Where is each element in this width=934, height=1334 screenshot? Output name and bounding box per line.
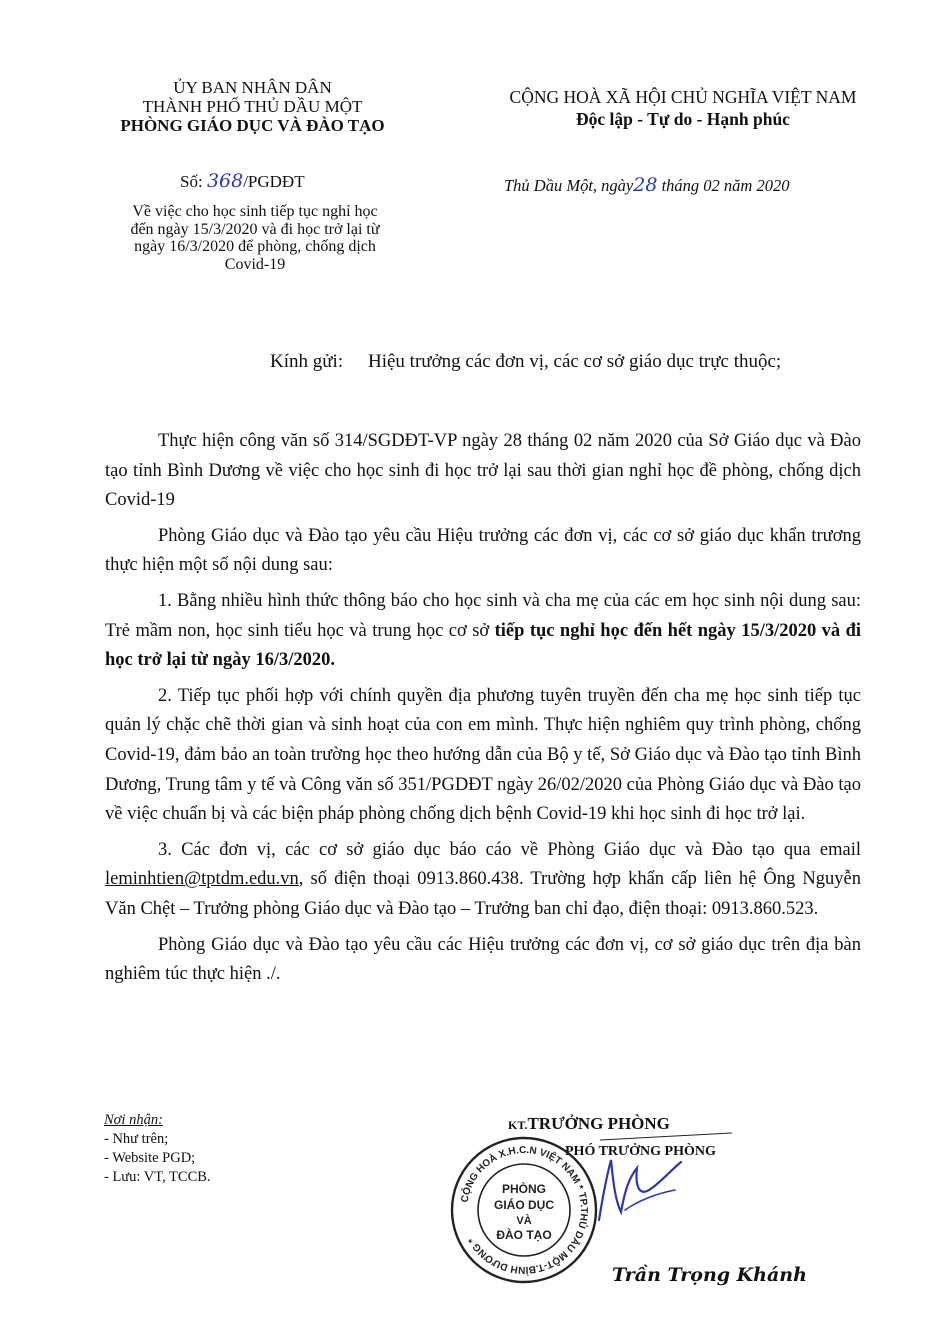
signature-deputy-title: PHÓ TRƯỞNG PHÒNG bbox=[565, 1144, 716, 1159]
paragraph-reference: Thực hiện công văn số 314/SGDĐT-VP ngày 28 tháng 02 năm 2020 của Sở Giáo dục và Đào tạo tỉnh Bình Dương về việc cho học sinh đi học trở lại sau thời gian nghỉ học đề phòng, chống dịch Covid-19 bbox=[105, 431, 861, 511]
recipients-block bbox=[104, 1111, 211, 1187]
recipient-item: - Như trên; bbox=[104, 1131, 169, 1147]
addressee-text: Hiệu trưởng các đơn vị, các cơ sở giáo dục trực thuộc; bbox=[368, 351, 782, 372]
paragraph-closing: Phòng Giáo dục và Đào tạo yêu cầu các Hiệu trưởng các đơn vị, cơ sở giáo dục trên địa bàn nghiêm túc thực hiện ./. bbox=[105, 934, 861, 985]
signature-title-prefix: KT. bbox=[508, 1118, 528, 1132]
date-day-handwritten: 28 bbox=[633, 174, 658, 196]
recipients-title: Nơi nhận: bbox=[104, 1112, 163, 1128]
national-motto: Độc lập - Tự do - Hạnh phúc bbox=[576, 109, 790, 129]
stamp-center-line: VÀ bbox=[516, 1215, 532, 1227]
document-number bbox=[180, 170, 305, 192]
date-prefix: Thủ Dầu Một, ngày bbox=[504, 176, 634, 195]
item-1 bbox=[105, 587, 861, 676]
signature-title bbox=[508, 1114, 670, 1134]
stamp-center-line: GIÁO DỤC bbox=[494, 1198, 554, 1212]
stamp-ring-text-path: CỘNG HOÀ X.H.C.N VIỆT NAM * TP.THỦ DẦU MỘT-T.BÌNH DƯƠNG * bbox=[459, 1144, 590, 1276]
national-header bbox=[468, 86, 898, 130]
agency-line-3: PHÒNG GIÁO DỤC VÀ ĐÀO TẠO bbox=[120, 116, 385, 135]
subject-line: ngày 16/3/2020 để phòng, chống dịch bbox=[134, 238, 376, 255]
stamp-center-line: PHÒNG bbox=[501, 1182, 547, 1196]
date-suffix: tháng 02 năm 2020 bbox=[661, 176, 790, 195]
doc-number-prefix: Số: bbox=[180, 172, 203, 191]
agency-line-2: THÀNH PHỐ THỦ DẦU MỘT bbox=[142, 97, 363, 116]
document-date bbox=[504, 174, 789, 196]
subject-line: Về việc cho học sinh tiếp tục nghỉ học bbox=[132, 203, 378, 220]
paragraph-request: Phòng Giáo dục và Đào tạo yêu cầu Hiệu trưởng các đơn vị, các cơ sở giáo dục khẩn trương thực hiện một số nội dung sau: bbox=[105, 525, 861, 576]
national-title: CỘNG HOÀ XÃ HỘI CHỦ NGHĨA VIỆT NAM bbox=[509, 87, 857, 107]
stamp-center-line: ĐÀO TẠO bbox=[496, 1228, 552, 1242]
signer-name: Trần Trọng Khánh bbox=[612, 1264, 807, 1286]
recipient-item: - Website PGD; bbox=[104, 1150, 196, 1166]
item-2: 2. Tiếp tục phối hợp với chính quyền địa phương tuyên truyền đến cha mẹ học sinh tiếp tục quản lý chặc chẽ thời gian và sinh hoạt của con em mình. Thực hiện nghiêm quy trình phòng, chống Covid-19, đảm bảo an toàn trường học theo hướng dẫn của Bộ y tế, Sở Giáo dục và Đào tạo tỉnh Bình Dương, Trung tâm y tế và Công văn số 351/PGDĐT ngày 26/02/2020 của Phòng Giáo dục và Đào tạo về việc chuẩn bị và các biện pháp phòng chống dịch bệnh Covid-19 khi học sinh đi học trở lại. bbox=[105, 685, 861, 825]
doc-number-suffix: /PGDĐT bbox=[243, 172, 305, 191]
agency-line-1: ỦY BAN NHÂN DÂN bbox=[173, 78, 332, 97]
item-1-text: 1. Bằng nhiều hình thức thông báo cho học sinh và cha mẹ của các em học sinh nội dung sau: Trẻ mầm non, học sinh tiểu học và trung học cơ sở bbox=[105, 590, 861, 641]
document-body bbox=[105, 427, 861, 996]
doc-number-handwritten: 368 bbox=[206, 170, 244, 192]
item-3-text-a: 3. Các đơn vị, các cơ sở giáo dục báo cáo về Phòng Giáo dục và Đào tạo qua email bbox=[158, 839, 861, 860]
addressee-label: Kính gửi: bbox=[270, 351, 344, 372]
signature-title-text: TRƯỞNG PHÒNG bbox=[527, 1114, 670, 1133]
item-1-bold-text: tiếp tục nghỉ học đến hết ngày 15/3/2020 và đi học trở lại từ ngày 16/3/2020. bbox=[105, 620, 861, 671]
subject-line: đến ngày 15/3/2020 và đi học trở lại từ bbox=[130, 220, 380, 238]
item-3 bbox=[105, 836, 861, 925]
agency-header bbox=[60, 78, 445, 135]
contact-email-link[interactable]: leminhtien@tptdm.edu.vn bbox=[105, 869, 299, 890]
item-3-text-b: , số điện thoại 0913.860.438. Trường hợp khẩn cấp liên hệ Ông Nguyễn Văn Chệt – Trưởng phòng Giáo dục và Đào tạo – Trưởng ban chỉ đạo, điện thoại: 0913.860.523. bbox=[105, 869, 861, 919]
addressee-block bbox=[270, 347, 860, 377]
subject-line: Covid-19 bbox=[224, 255, 286, 273]
document-subject bbox=[90, 203, 420, 273]
recipient-item: - Lưu: VT, TCCB. bbox=[104, 1169, 211, 1185]
official-stamp bbox=[448, 1135, 600, 1285]
handwritten-signature-icon bbox=[585, 1150, 705, 1230]
